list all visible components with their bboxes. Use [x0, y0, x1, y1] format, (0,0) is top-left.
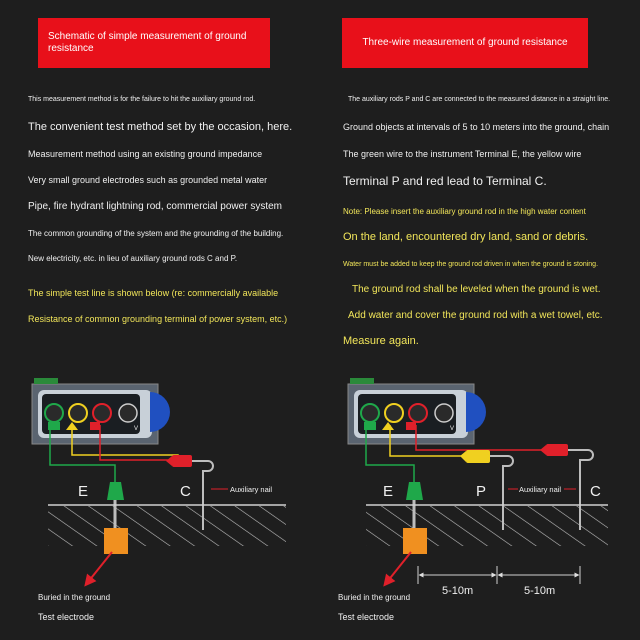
right-note-line: Water must be added to keep the ground rod driven in when the ground is stoning.: [343, 261, 599, 268]
right-text-line: Ground objects at intervals of 5 to 10 meters into the ground, chain: [343, 122, 610, 132]
right-ground: [366, 506, 608, 546]
left-test-electrode: [104, 528, 128, 554]
left-label-e: E: [78, 483, 89, 500]
left-text-line: Measurement method using an existing ground impedance: [28, 149, 263, 159]
right-distance-2: 5-10m: [524, 585, 556, 597]
left-buried-label: Buried in the ground: [38, 593, 111, 602]
left-text-line: Very small ground electrodes such as grounded metal water: [28, 175, 268, 185]
right-label-c: C: [590, 483, 601, 500]
right-yellow-clip: [466, 450, 490, 463]
left-text-line: Pipe, fire hydrant lightning rod, commercial power system: [28, 201, 282, 212]
right-note-line: Measure again.: [343, 335, 419, 347]
right-note-line: Note: Please insert the auxiliary ground rod in the high water content: [343, 207, 586, 216]
right-note-line: The ground rod shall be leveled when the ground is wet.: [352, 284, 601, 295]
right-label-e: E: [383, 483, 394, 500]
right-label-p: P: [476, 483, 487, 500]
left-highlight-line: The simple test line is shown below (re: commercially available: [28, 288, 279, 298]
left-text-line: New electricity, etc. in lieu of auxiliary ground rods C and P.: [28, 254, 238, 263]
svg-text:V: V: [134, 426, 139, 432]
right-text-line: The auxiliary rods P and C are connected to the measured distance in a straight line.: [348, 96, 611, 103]
right-aux-nail-label: Auxiliary nail: [519, 485, 562, 494]
left-text-line: The common grounding of the system and the grounding of the building.: [28, 229, 284, 238]
left-highlight-line: Resistance of common grounding terminal of power system, etc.): [28, 314, 288, 324]
right-note-line: On the land, encountered dry land, sand or debris.: [343, 231, 589, 243]
left-green-clip: [107, 482, 124, 500]
left-instrument-panel: [32, 378, 170, 444]
right-red-clip: [546, 444, 568, 456]
right-test-electrode-label: Test electrode: [338, 612, 395, 622]
left-text-line: The convenient test method set by the occasion, here.: [28, 121, 293, 133]
left-red-clip: [172, 455, 192, 467]
right-buried-label: Buried in the ground: [338, 593, 411, 602]
left-label-c: C: [180, 483, 191, 500]
right-instrument-panel: [348, 378, 486, 444]
left-text-line: This measurement method is for the failure to hit the auxiliary ground rod.: [28, 96, 256, 103]
left-test-electrode-label: Test electrode: [38, 612, 95, 622]
right-text-line: The green wire to the instrument Terminal E, the yellow wire: [343, 149, 582, 159]
svg-text:V: V: [450, 426, 455, 432]
left-ground: [48, 506, 286, 546]
right-diagram: [338, 378, 608, 622]
right-test-electrode: [403, 528, 427, 554]
right-text-line: Terminal P and red lead to Terminal C.: [343, 174, 547, 188]
right-green-clip: [406, 482, 423, 500]
right-distance-1: 5-10m: [442, 585, 474, 597]
left-diagram: [32, 378, 286, 622]
left-aux-nail-label: Auxiliary nail: [230, 485, 273, 494]
right-title-text: Three-wire measurement of ground resistance: [362, 37, 568, 48]
left-title-text: Schematic of simple measurement of ground resistance: [48, 31, 247, 54]
right-note-line: Add water and cover the ground rod with a wet towel, etc.: [348, 310, 603, 321]
